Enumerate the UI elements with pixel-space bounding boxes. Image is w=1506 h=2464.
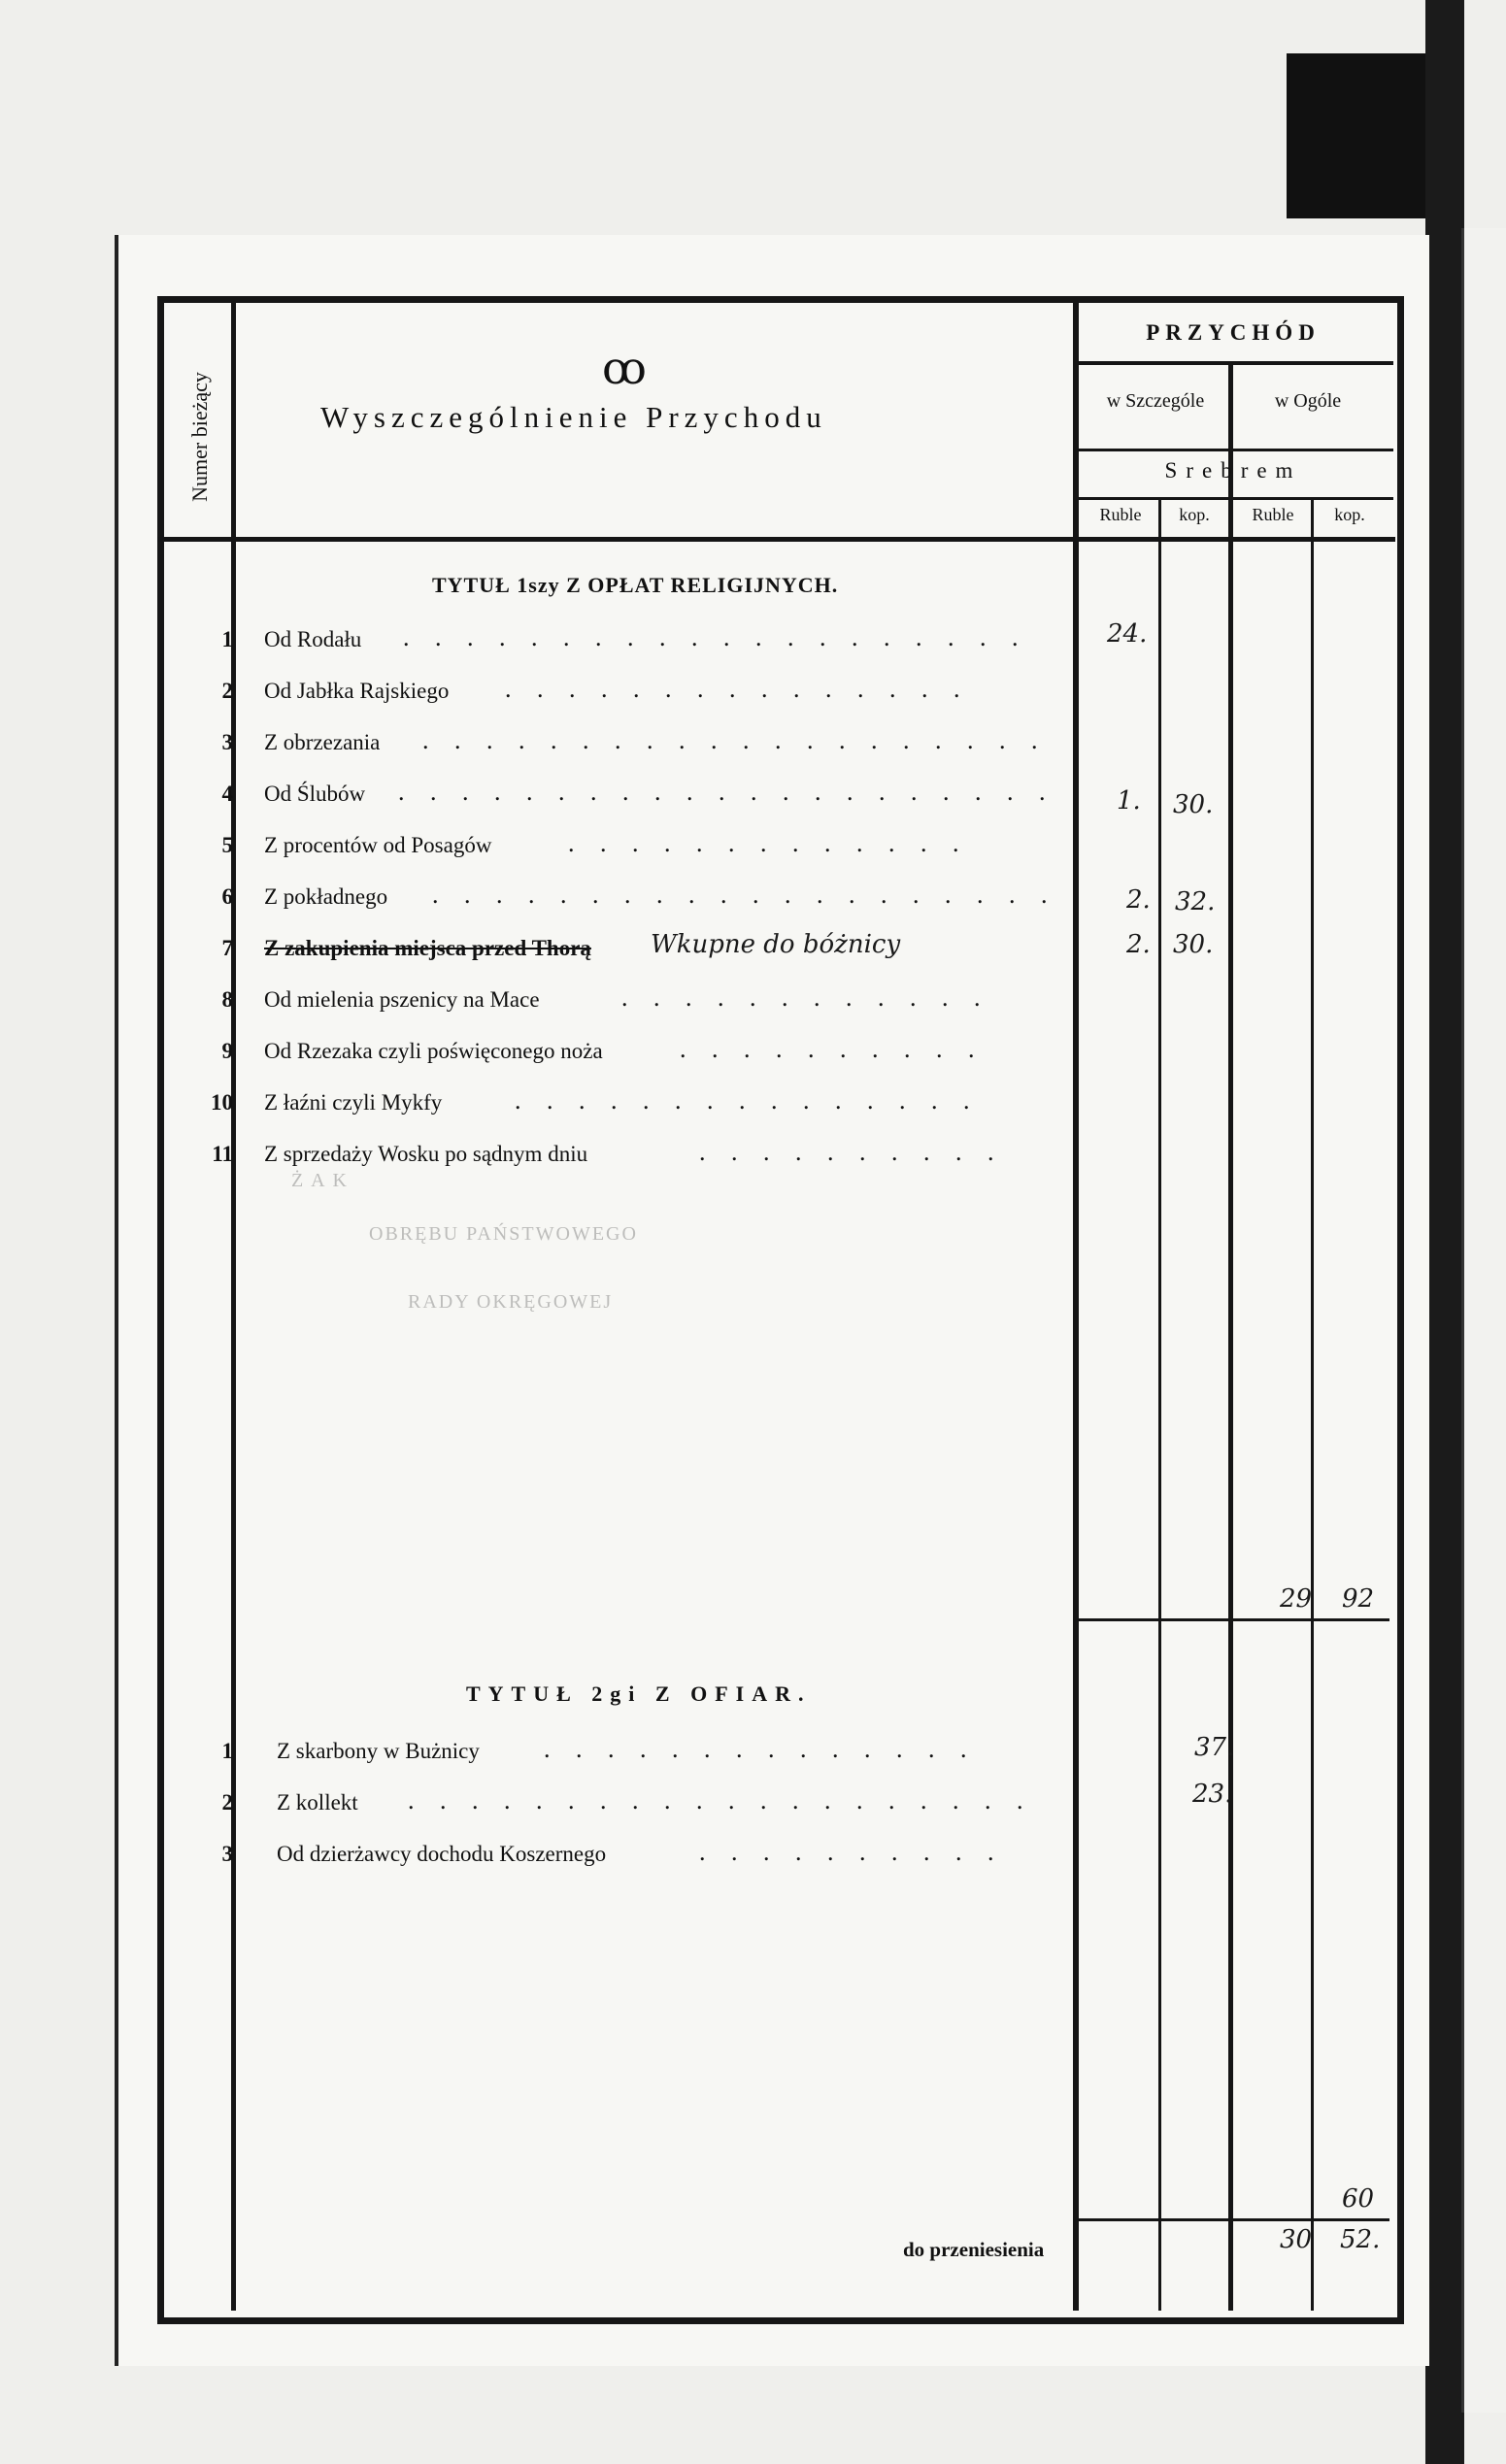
handwritten-correction: Wkupne do bóżnicy xyxy=(651,930,901,959)
carry-kop: 52. xyxy=(1340,2225,1381,2254)
table-row xyxy=(155,1033,1088,1072)
dot-leader: . . . . . . . . . . . . . . . . . . . . . xyxy=(398,778,1055,806)
table-row xyxy=(155,1733,1088,1772)
row-number: 8 xyxy=(221,987,233,1012)
desc-divider xyxy=(1073,303,1079,2311)
table-row xyxy=(155,879,1088,917)
row-number: 3 xyxy=(221,1842,233,1866)
row-label-struck: Z zakupienia miejsca przed Thorą xyxy=(264,936,591,960)
header-rule-bottom xyxy=(157,537,1395,542)
row-number: 6 xyxy=(221,884,233,909)
kopecks-header-total: kop. xyxy=(1334,505,1365,524)
row-number: 1 xyxy=(221,1739,233,1763)
row-label: Od mielenia pszenicy na Mace xyxy=(264,987,540,1012)
rubles-header-detail: Ruble xyxy=(1099,505,1142,524)
header-rule-low xyxy=(1073,497,1393,500)
table-row xyxy=(155,673,1088,712)
carry-forward-label: do przeniesienia xyxy=(903,2238,1045,2261)
amount-kop: 30. xyxy=(1173,930,1214,959)
dot-leader: . . . . . . . . . . xyxy=(699,1838,1004,1866)
row-number: 11 xyxy=(212,1142,233,1166)
row-label: Z łaźni czyli Mykfy xyxy=(264,1090,443,1115)
kopecks-header-detail: kop. xyxy=(1179,505,1210,524)
section1-title: TYTUŁ 1szy Z OPŁAT RELIGIJNYCH. xyxy=(432,573,839,597)
amount-kop: 37. xyxy=(1194,1733,1235,1762)
table-row xyxy=(155,776,1088,815)
dot-leader: . . . . . . . . . . . . . . . xyxy=(505,675,970,703)
table-row xyxy=(155,930,1088,969)
table-row xyxy=(155,827,1088,866)
row-label: Od Jabłka Rajskiego xyxy=(264,679,450,703)
detail-kop-divider xyxy=(1158,500,1161,2311)
row-number: 10 xyxy=(211,1090,233,1115)
section2-title: TYTUŁ 2gi Z OFIAR. xyxy=(466,1682,812,1706)
table-frame xyxy=(157,296,1404,2324)
income-header: PRZYCHÓD xyxy=(1146,320,1321,345)
row-label: Od dzierżawcy dochodu Koszernego xyxy=(277,1842,607,1866)
amount-rub: 2. xyxy=(1126,930,1151,959)
binding-strip xyxy=(1287,53,1432,218)
currency-header: Srebrem xyxy=(1164,458,1302,483)
dot-leader: . . . . . . . . . . . . . . . xyxy=(515,1086,980,1115)
section2-total-kop: 60 xyxy=(1342,2184,1375,2214)
row-number: 4 xyxy=(221,782,233,806)
binding-edge xyxy=(1425,0,1464,2464)
show-through-text: OBRĘBU PAŃSTWOWEGO xyxy=(369,1223,638,1245)
row-label: Z sprzedaży Wosku po sądnym dniu xyxy=(264,1142,588,1166)
dot-leader: . . . . . . . . . . . . . . . . . . . . xyxy=(408,1786,1033,1815)
table-row xyxy=(155,1784,1088,1823)
amount-kop: 30. xyxy=(1173,790,1214,819)
dot-leader: . . . . . . . . . . . . . . xyxy=(544,1735,977,1763)
detail-header: w Szczególe xyxy=(1106,390,1205,412)
row-number: 1 xyxy=(221,627,233,651)
number-column-label: Numer bieżący xyxy=(186,372,212,502)
amount-rub: 1. xyxy=(1117,786,1141,816)
table-row xyxy=(155,724,1088,763)
section1-total-kop: 92 xyxy=(1342,1584,1375,1614)
numcol-divider xyxy=(231,303,236,2311)
dot-leader: . . . . . . . . . . . . . . . . . . . . xyxy=(403,623,1028,651)
ornament-mark: ꝏ xyxy=(602,342,647,394)
dot-leader: . . . . . . . . . . . . xyxy=(621,983,990,1012)
row-label: Z procentów od Posagów xyxy=(264,833,492,857)
next-page-edge xyxy=(1461,228,1506,2413)
show-through-text: RADY OKRĘGOWEJ xyxy=(408,1291,614,1313)
table-row xyxy=(155,1136,1088,1175)
table-row xyxy=(155,621,1088,660)
table-row xyxy=(155,1836,1088,1875)
row-number: 7 xyxy=(221,936,233,960)
dot-leader: . . . . . . . . . . . . . xyxy=(568,829,969,857)
dot-leader: . . . . . . . . . . . . . . . . . . . . xyxy=(422,726,1048,754)
dot-leader: . . . . . . . . . . xyxy=(680,1035,985,1063)
description-header: Wyszczególnienie Przychodu xyxy=(320,400,827,434)
row-label: Od Ślubów xyxy=(264,782,366,806)
total-kop-divider xyxy=(1311,500,1314,2311)
row-number: 2 xyxy=(221,1790,233,1815)
row-number: 3 xyxy=(221,730,233,754)
carry-rub: 30 xyxy=(1280,2225,1313,2254)
amount-rub: 2. xyxy=(1126,885,1151,915)
detail-total-divider xyxy=(1228,364,1233,2311)
rubles-header-total: Ruble xyxy=(1252,505,1294,524)
amount-rub: 24. xyxy=(1107,619,1148,649)
total-header: w Ogóle xyxy=(1274,390,1342,412)
header-rule-top xyxy=(1073,361,1393,365)
table-row xyxy=(155,982,1088,1020)
row-label: Z kollekt xyxy=(277,1790,358,1815)
row-number: 5 xyxy=(221,833,233,857)
amount-kop: 32. xyxy=(1175,887,1216,916)
header-rule-mid xyxy=(1073,449,1393,451)
dot-leader: . . . . . . . . . . xyxy=(699,1138,1004,1166)
row-number: 2 xyxy=(221,679,233,703)
section1-total-rule xyxy=(1079,1618,1389,1621)
table-row xyxy=(155,1084,1088,1123)
row-number: 9 xyxy=(221,1039,233,1063)
row-label: Od Rodału xyxy=(264,627,362,651)
show-through-text: Ż A K xyxy=(291,1170,349,1191)
row-label: Od Rzezaka czyli poświęconego noża xyxy=(264,1039,603,1063)
row-label: Z skarbony w Bużnicy xyxy=(277,1739,480,1763)
section1-total-rub: 29 xyxy=(1280,1584,1313,1614)
amount-kop: 23. xyxy=(1192,1780,1233,1809)
dot-leader: . . . . . . . . . . . . . . . . . . . . xyxy=(432,881,1057,909)
row-label: Z obrzezania xyxy=(264,730,381,754)
row-label: Z pokładnego xyxy=(264,884,388,909)
number-column-header xyxy=(173,359,226,515)
section2-total-rule xyxy=(1079,2218,1389,2221)
